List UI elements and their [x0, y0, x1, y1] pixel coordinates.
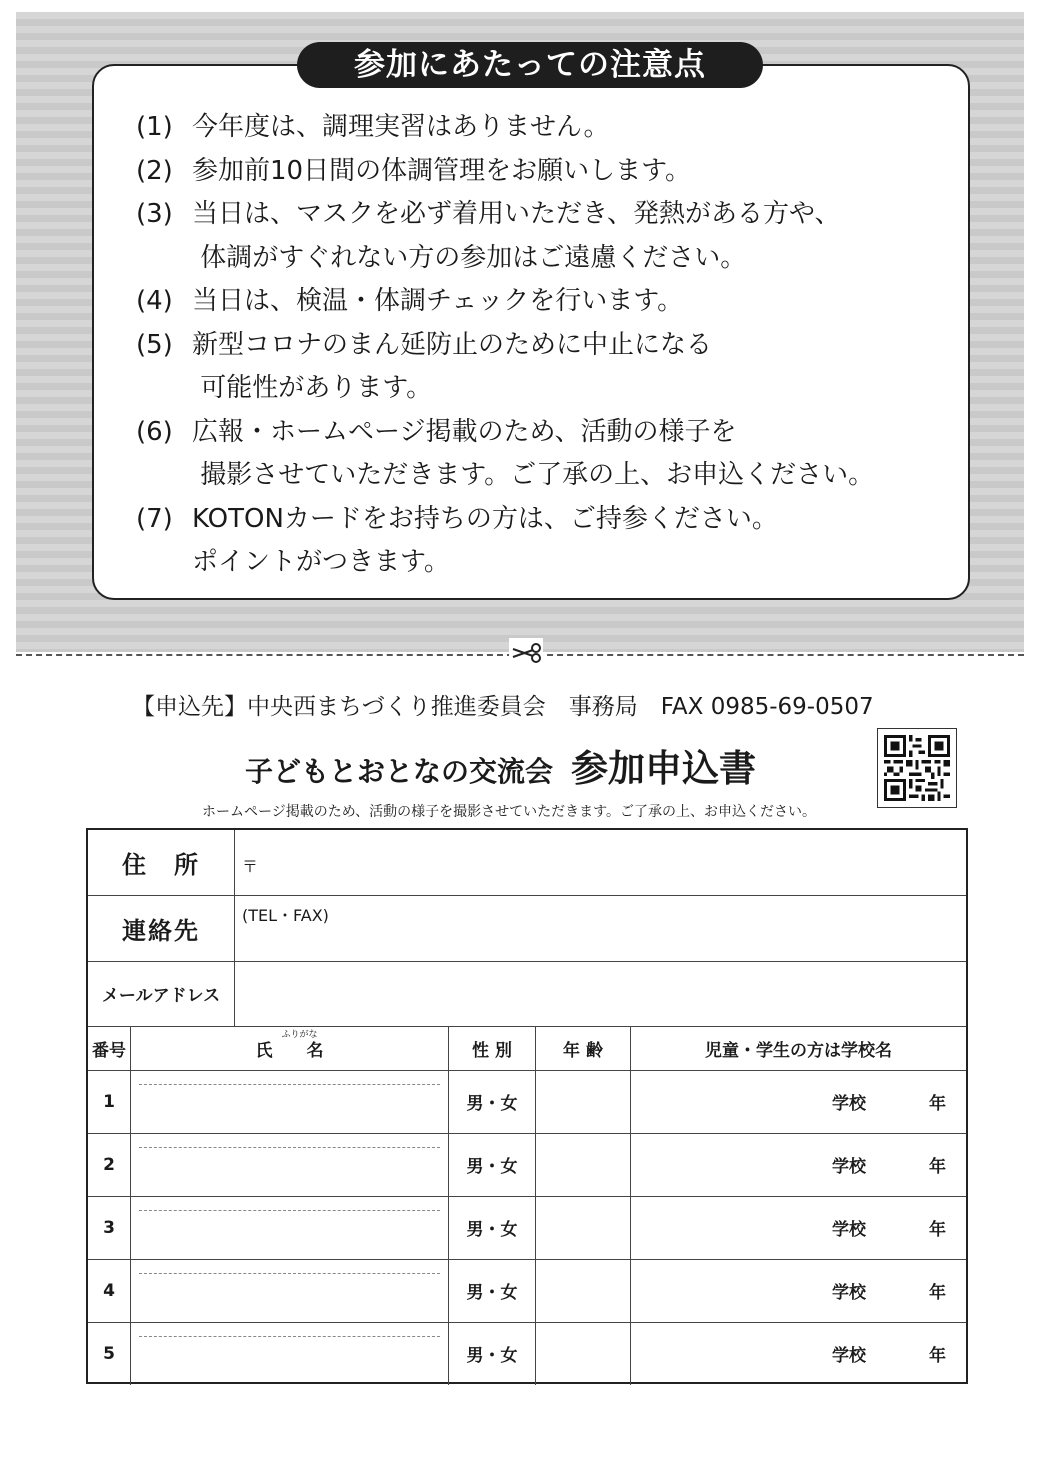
notice-item — [136, 324, 936, 411]
name-field[interactable] — [131, 1133, 449, 1196]
address-field[interactable] — [242, 854, 258, 877]
name-field[interactable] — [131, 1259, 449, 1322]
table-row — [88, 1196, 966, 1260]
header-school: 児童・学生の方は学校名 — [705, 1040, 892, 1061]
age-field[interactable] — [536, 1133, 631, 1196]
form-title-sub: 子どもとおとなの交流会 — [245, 755, 554, 788]
notice-text: 広報・ホームページ掲載のため、活動の様子を 撮影させていただきます。ご了承の上、お申込ください。 — [192, 416, 875, 490]
header-name-ruby: ふりがな — [281, 1029, 318, 1040]
row-number: 3 — [88, 1196, 131, 1259]
notice-item — [136, 411, 936, 498]
age-field[interactable] — [536, 1070, 631, 1133]
school-field[interactable] — [631, 1259, 966, 1322]
school-word: 学校 — [832, 1220, 866, 1240]
row-number: 1 — [88, 1070, 131, 1133]
notice-text: 当日は、マスクを必ず着用いただき、発熱がある方や、 体調がすぐれない方の参加はご遠慮ください。 — [192, 199, 841, 273]
table-row — [88, 1259, 966, 1323]
name-field[interactable] — [131, 1196, 449, 1259]
school-field[interactable] — [631, 1133, 966, 1196]
school-field[interactable] — [631, 1196, 966, 1259]
school-word: 学校 — [832, 1094, 866, 1114]
header-name — [131, 1026, 449, 1070]
notice-text: KOTONカードをお持ちの方は、ご持参ください。 ポイントがつきます。 — [192, 503, 778, 577]
age-field[interactable] — [536, 1322, 631, 1385]
name-field[interactable] — [131, 1070, 449, 1133]
notice-list — [136, 106, 936, 585]
email-label: メールアドレス — [88, 961, 235, 1026]
sex-field[interactable]: 男・女 — [449, 1070, 536, 1133]
sex-field[interactable]: 男・女 — [449, 1133, 536, 1196]
notice-item — [136, 498, 936, 585]
contact-field[interactable] — [242, 903, 329, 926]
header-no: 番号 — [88, 1026, 131, 1070]
table-row — [88, 1322, 966, 1385]
form-title-main: 参加申込書 — [571, 747, 757, 790]
name-field[interactable] — [131, 1322, 449, 1385]
header-sex: 性 別 — [449, 1026, 536, 1070]
age-field[interactable] — [536, 1196, 631, 1259]
school-word: 学校 — [832, 1283, 866, 1303]
school-field[interactable] — [631, 1070, 966, 1133]
furigana-line — [139, 1210, 440, 1211]
header-age: 年 齢 — [536, 1026, 631, 1070]
row-number: 2 — [88, 1133, 131, 1196]
contact-row — [88, 895, 966, 962]
notice-item — [136, 150, 936, 194]
notice-item — [136, 193, 936, 280]
notice-number: (7) — [136, 503, 173, 534]
notice-number: (6) — [136, 416, 173, 447]
row-number: 4 — [88, 1259, 131, 1322]
school-word: 学校 — [832, 1157, 866, 1177]
notice-number: (4) — [136, 286, 173, 316]
furigana-line — [139, 1273, 440, 1274]
notice-text: 参加前10日間の体調管理をお願いします。 — [192, 155, 692, 186]
notice-text: 今年度は、調理実習はありません。 — [192, 112, 610, 142]
notice-number: (2) — [136, 155, 173, 186]
school-field[interactable] — [631, 1322, 966, 1385]
header-name-label: 氏 名 — [255, 1040, 324, 1061]
notice-text: 新型コロナのまん延防止のために中止になる 可能性があります。 — [192, 329, 713, 403]
notice-item — [136, 280, 936, 324]
notice-text: 当日は、検温・体調チェックを行います。 — [192, 286, 684, 316]
sex-field[interactable]: 男・女 — [449, 1259, 536, 1322]
notice-title: 参加にあたっての注意点 — [297, 42, 763, 88]
header-name-wrap — [255, 1029, 324, 1061]
year-word: 年 — [929, 1157, 946, 1177]
table-row — [88, 1133, 966, 1197]
furigana-line — [139, 1336, 440, 1337]
notice-number: (1) — [136, 112, 173, 142]
notice-item — [136, 106, 936, 150]
email-row — [88, 961, 966, 1027]
application-form — [86, 828, 968, 1384]
form-title — [245, 738, 756, 792]
postal-mark: 〒 — [242, 857, 259, 876]
contact-hint: (TEL・FAX) — [242, 906, 329, 925]
address-label: 住 所 — [88, 830, 235, 895]
age-field[interactable] — [536, 1259, 631, 1322]
school-word: 学校 — [832, 1346, 866, 1366]
year-word: 年 — [929, 1220, 946, 1240]
table-header — [88, 1026, 966, 1071]
table-row — [88, 1070, 966, 1134]
year-word: 年 — [929, 1346, 946, 1366]
scissors-icon — [509, 638, 543, 668]
apply-to: 【申込先】中央西まちづくり推進委員会 事務局 FAX 0985-69-0507 — [132, 694, 874, 720]
notice-number: (5) — [136, 329, 173, 360]
contact-label: 連絡先 — [88, 895, 235, 961]
row-number: 5 — [88, 1322, 131, 1385]
notice-number: (3) — [136, 199, 173, 229]
address-row — [88, 830, 966, 896]
furigana-line — [139, 1147, 440, 1148]
year-word: 年 — [929, 1283, 946, 1303]
qr-code-icon — [884, 735, 950, 801]
qr-code[interactable] — [877, 728, 957, 808]
furigana-line — [139, 1084, 440, 1085]
sex-field[interactable]: 男・女 — [449, 1196, 536, 1259]
form-note: ホームページ掲載のため、活動の様子を撮影させていただきます。ご了承の上、お申込ください。 — [202, 804, 817, 820]
year-word: 年 — [929, 1094, 946, 1114]
sex-field[interactable]: 男・女 — [449, 1322, 536, 1385]
